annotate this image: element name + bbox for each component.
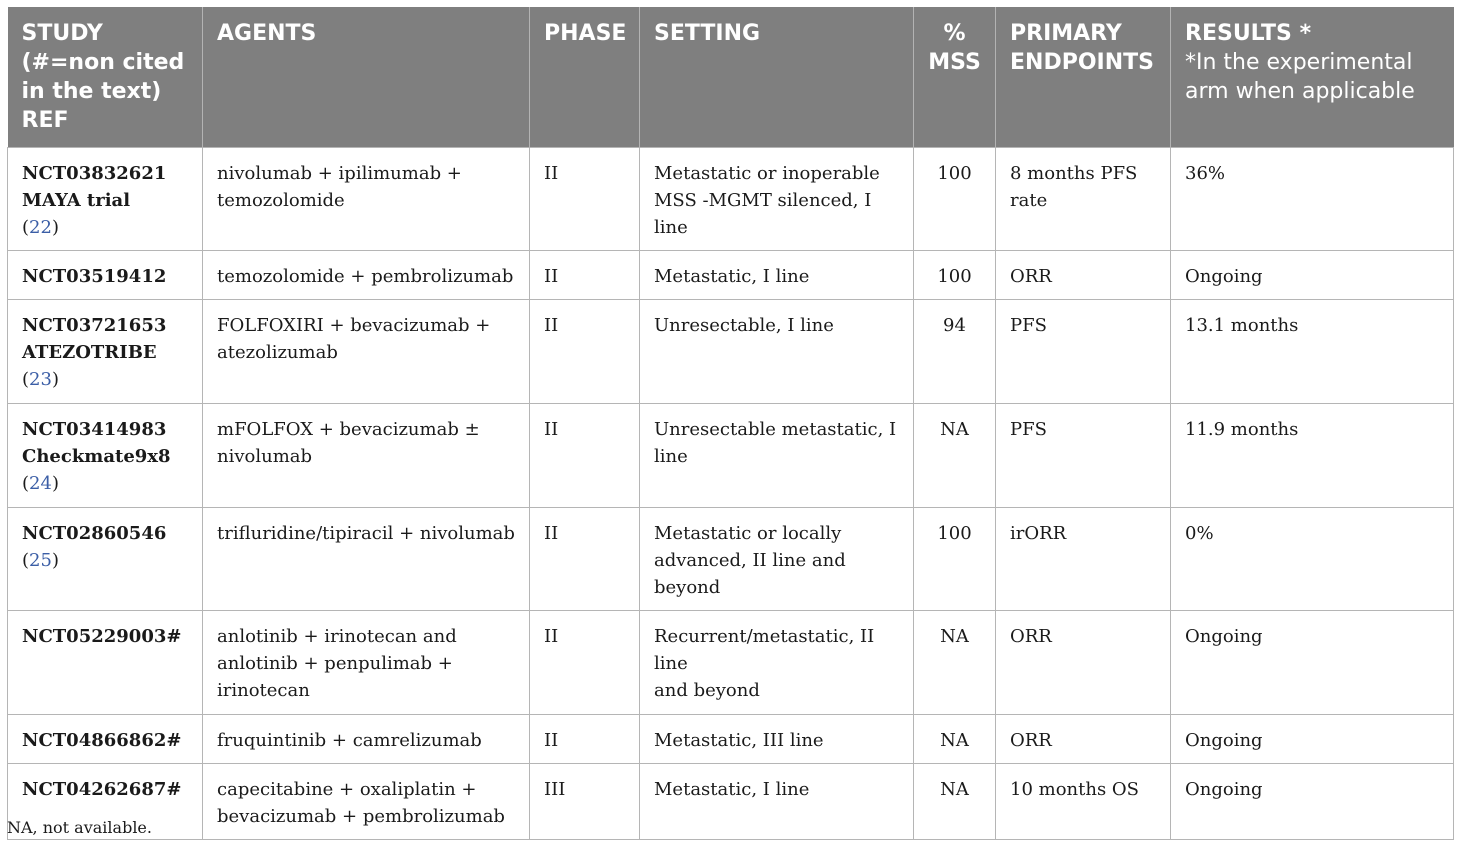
cell-agents — [203, 300, 530, 404]
trials-table — [7, 7, 1454, 840]
table-row — [8, 300, 1454, 404]
cell-result: 0% — [1171, 508, 1454, 611]
cell-endpoint — [996, 148, 1171, 251]
setting-line: Metastatic, I line — [654, 779, 810, 800]
setting-line: Unresectable, I line — [654, 315, 834, 336]
reference-link[interactable]: 25 — [29, 550, 52, 571]
setting-line: MSS -MGMT silenced, I line — [654, 190, 872, 238]
header-endpoints — [996, 7, 1171, 148]
cell-mss: 100 — [914, 148, 996, 251]
cell-mss: NA — [914, 764, 996, 840]
footnote: NA, not available. — [7, 818, 152, 837]
endpoint-line: rate — [1010, 190, 1048, 211]
header-study — [8, 7, 203, 148]
agents-line: atezolizumab — [217, 342, 338, 363]
study-id: MAYA trial — [22, 190, 131, 211]
cell-setting — [640, 251, 914, 300]
table-body — [8, 148, 1454, 840]
cell-phase: II — [530, 300, 640, 404]
setting-line: Unresectable metastatic, I — [654, 419, 897, 440]
agents-line: bevacizumab + pembrolizumab — [217, 806, 505, 827]
cell-result: 36% — [1171, 148, 1454, 251]
endpoint-line: ORR — [1010, 266, 1052, 287]
cell-setting — [640, 508, 914, 611]
cell-mss: NA — [914, 404, 996, 508]
table-row — [8, 251, 1454, 300]
header-results-sub: arm when applicable — [1185, 79, 1415, 104]
header-results-title: RESULTS * — [1185, 21, 1312, 46]
cell-setting — [640, 300, 914, 404]
table-row — [8, 508, 1454, 611]
agents-line: temozolomide + pembrolizumab — [217, 266, 514, 287]
study-id: Checkmate9x8 — [22, 446, 171, 467]
cell-setting — [640, 148, 914, 251]
study-id: NCT03414983 — [22, 419, 167, 440]
table-row — [8, 764, 1454, 840]
trials-table-container — [7, 7, 1453, 840]
cell-agents — [203, 715, 530, 764]
table-row — [8, 404, 1454, 508]
study-id: NCT03721653 — [22, 315, 167, 336]
cell-mss: 100 — [914, 251, 996, 300]
cell-phase: II — [530, 404, 640, 508]
cell-result: Ongoing — [1171, 251, 1454, 300]
cell-phase: III — [530, 764, 640, 840]
cell-study — [8, 508, 203, 611]
header-mss-line: MSS — [928, 50, 981, 75]
agents-line: nivolumab + ipilimumab + — [217, 163, 462, 184]
study-id: NCT05229003# — [22, 626, 182, 647]
agents-line: mFOLFOX + bevacizumab ± — [217, 419, 480, 440]
table-row — [8, 715, 1454, 764]
reference-citation: (22) — [22, 217, 59, 238]
header-agents: AGENTS — [203, 7, 530, 148]
cell-agents — [203, 611, 530, 715]
header-endpoints-line: ENDPOINTS — [1010, 50, 1154, 75]
setting-line: and beyond — [654, 680, 760, 701]
cell-endpoint — [996, 251, 1171, 300]
table-row — [8, 148, 1454, 251]
reference-link[interactable]: 23 — [29, 369, 52, 390]
cell-agents — [203, 148, 530, 251]
reference-citation: (25) — [22, 550, 59, 571]
cell-study — [8, 404, 203, 508]
cell-phase: II — [530, 251, 640, 300]
study-id: NCT02860546 — [22, 523, 167, 544]
cell-endpoint — [996, 508, 1171, 611]
cell-phase: II — [530, 508, 640, 611]
cell-agents — [203, 764, 530, 840]
endpoint-line: PFS — [1010, 315, 1047, 336]
study-id: NCT03519412 — [22, 266, 167, 287]
header-study-line: REF — [21, 108, 69, 133]
cell-phase: II — [530, 148, 640, 251]
reference-link[interactable]: 24 — [29, 473, 52, 494]
study-id: NCT04866862# — [22, 730, 182, 751]
header-setting: SETTING — [640, 7, 914, 148]
cell-result: 11.9 months — [1171, 404, 1454, 508]
header-mss-line: % — [943, 21, 966, 46]
cell-result: 13.1 months — [1171, 300, 1454, 404]
agents-line: anlotinib + penpulimab + — [217, 653, 453, 674]
cell-phase: II — [530, 715, 640, 764]
cell-setting — [640, 611, 914, 715]
header-study-line: (#=non cited — [21, 50, 185, 75]
header-study-line: in the text) — [21, 79, 162, 104]
cell-setting — [640, 715, 914, 764]
endpoint-line: 8 months PFS — [1010, 163, 1138, 184]
setting-line: Metastatic or inoperable — [654, 163, 880, 184]
cell-phase: II — [530, 611, 640, 715]
agents-line: trifluridine/tipiracil + nivolumab — [217, 523, 515, 544]
agents-line: capecitabine + oxaliplatin + — [217, 779, 477, 800]
table-header — [8, 7, 1454, 148]
setting-line: Recurrent/metastatic, II line — [654, 626, 875, 674]
cell-study — [8, 300, 203, 404]
cell-endpoint — [996, 300, 1171, 404]
cell-agents — [203, 404, 530, 508]
cell-agents — [203, 508, 530, 611]
setting-line: line — [654, 446, 688, 467]
setting-line: Metastatic, III line — [654, 730, 824, 751]
header-study-line: STUDY — [21, 21, 103, 46]
cell-study — [8, 148, 203, 251]
cell-result: Ongoing — [1171, 764, 1454, 840]
header-phase: PHASE — [530, 7, 640, 148]
endpoint-line: ORR — [1010, 626, 1052, 647]
cell-setting — [640, 404, 914, 508]
reference-link[interactable]: 22 — [29, 217, 52, 238]
endpoint-line: ORR — [1010, 730, 1052, 751]
study-id: NCT04262687# — [22, 779, 182, 800]
cell-study — [8, 715, 203, 764]
cell-study — [8, 251, 203, 300]
reference-citation: (23) — [22, 369, 59, 390]
cell-study — [8, 611, 203, 715]
cell-mss: 94 — [914, 300, 996, 404]
cell-mss: NA — [914, 611, 996, 715]
header-endpoints-line: PRIMARY — [1010, 21, 1122, 46]
cell-result: Ongoing — [1171, 715, 1454, 764]
endpoint-line: 10 months OS — [1010, 779, 1139, 800]
setting-line: Metastatic or locally — [654, 523, 842, 544]
cell-endpoint — [996, 404, 1171, 508]
agents-line: temozolomide — [217, 190, 345, 211]
header-mss — [914, 7, 996, 148]
header-results-sub: *In the experimental — [1185, 50, 1413, 75]
cell-endpoint — [996, 715, 1171, 764]
endpoint-line: PFS — [1010, 419, 1047, 440]
table-row — [8, 611, 1454, 715]
cell-mss: NA — [914, 715, 996, 764]
header-results — [1171, 7, 1454, 148]
cell-endpoint — [996, 611, 1171, 715]
agents-line: fruquintinib + camrelizumab — [217, 730, 482, 751]
endpoint-line: irORR — [1010, 523, 1067, 544]
study-id: NCT03832621 — [22, 163, 167, 184]
setting-line: Metastatic, I line — [654, 266, 810, 287]
reference-citation: (24) — [22, 473, 59, 494]
setting-line: advanced, II line and beyond — [654, 550, 846, 598]
agents-line: irinotecan — [217, 680, 310, 701]
cell-setting — [640, 764, 914, 840]
cell-endpoint — [996, 764, 1171, 840]
agents-line: anlotinib + irinotecan and — [217, 626, 457, 647]
agents-line: FOLFOXIRI + bevacizumab + — [217, 315, 491, 336]
cell-mss: 100 — [914, 508, 996, 611]
cell-result: Ongoing — [1171, 611, 1454, 715]
study-id: ATEZOTRIBE — [22, 342, 157, 363]
agents-line: nivolumab — [217, 446, 313, 467]
cell-agents — [203, 251, 530, 300]
